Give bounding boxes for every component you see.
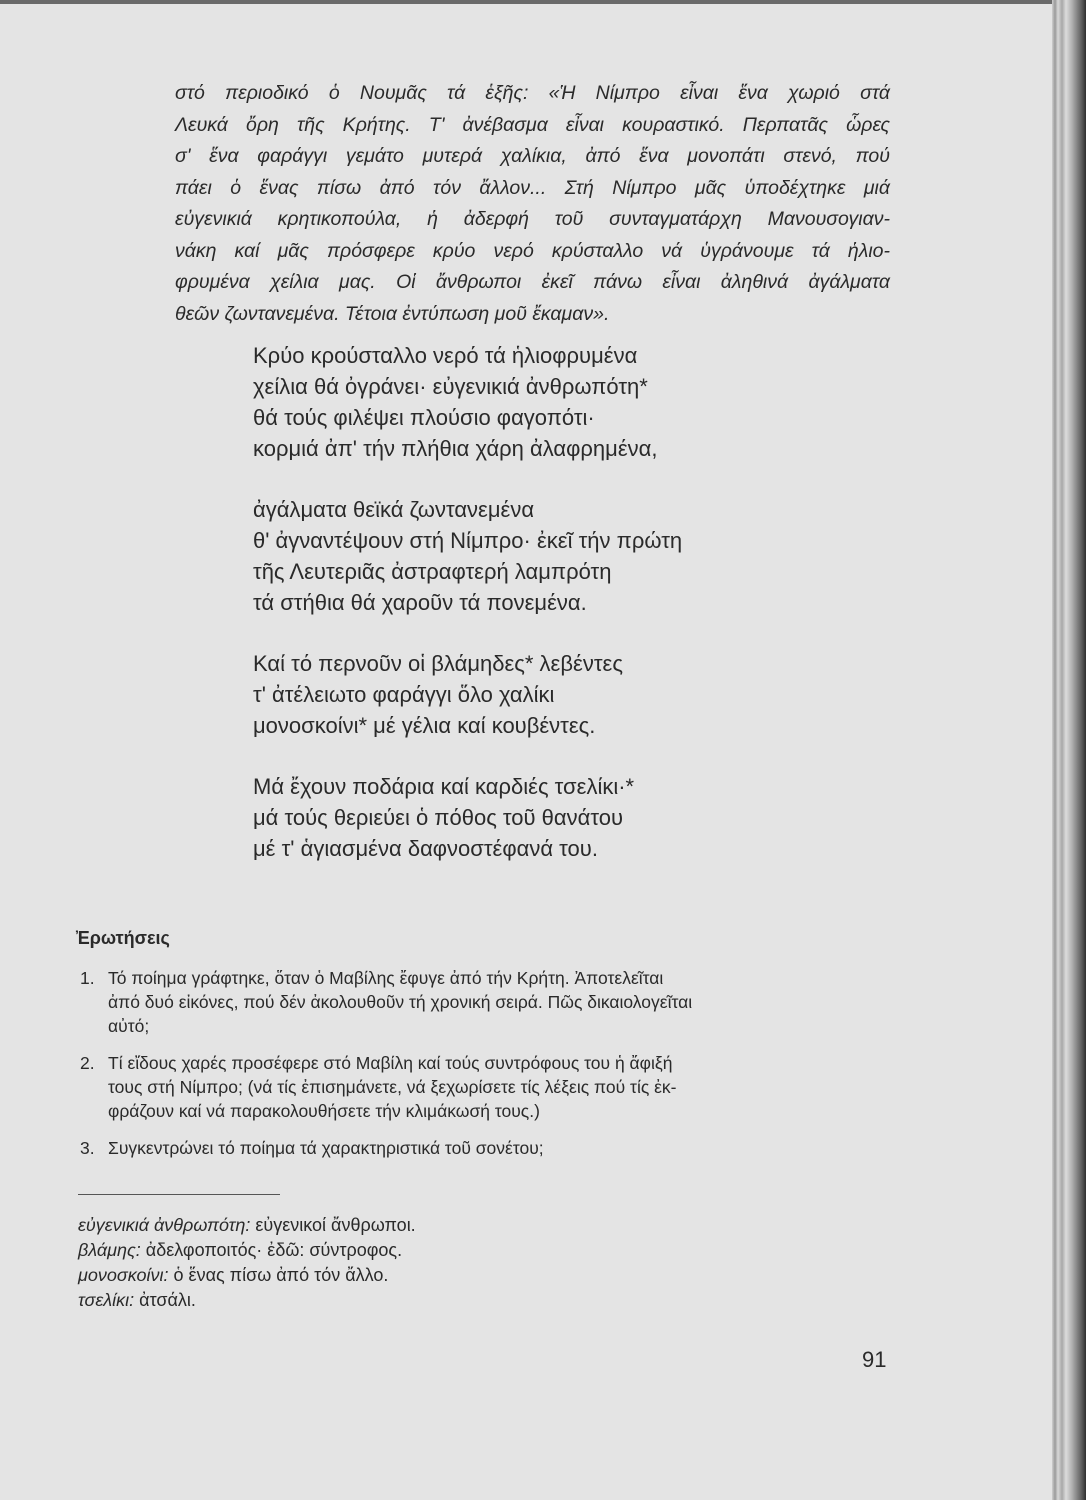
question-number: 2.: [80, 1053, 95, 1073]
verse-line: κορμιά ἀπ' τήν πλήθια χάρη ἀλαφρημένα,: [253, 436, 658, 461]
glossary-entry: [78, 1288, 678, 1313]
verse-line: θά τούς φιλέψει πλούσιο φαγοπότι·: [253, 405, 595, 430]
verse-line: τῆς Λευτεριᾶς ἀστραφτερή λαμπρότη: [253, 559, 612, 584]
questions-heading: Ἐρωτήσεις: [76, 928, 170, 948]
verse-line: τ' ἀτέλειωτο φαράγγι ὅλο χαλίκι: [253, 682, 555, 707]
intro-line: εὐγενικιά κρητικοπούλα, ἡ ἀδερφή τοῦ συνταγματάρχη Μανουσογιαν-: [175, 208, 890, 230]
footnote-rule: [78, 1194, 280, 1195]
stanza-2: [253, 494, 853, 618]
top-edge-line: [0, 0, 1052, 4]
intro-line: Λευκά ὄρη τῆς Κρήτης. Τ' ἀνέβασμα εἶναι κουραστικό. Περπατᾶς ὧρες: [175, 113, 890, 136]
intro-paragraph: [175, 78, 890, 330]
verse-line: χείλια θά ὀγράνει· εὐγενικιά ἀνθρωπότη*: [253, 374, 648, 399]
intro-line: σ' ἕνα φαράγγι γεμάτο μυτερά χαλίκια, ἀπό ἕνα μονοπάτι στενό, πού: [175, 145, 890, 167]
glossary-term: βλάμης:: [78, 1240, 141, 1260]
glossary-term: μονοσκοίνι:: [78, 1265, 169, 1285]
question-number: 1.: [80, 968, 95, 988]
intro-line: πάει ὁ ἕνας πίσω ἀπό τόν ἄλλον... Στή Νίμπρο μᾶς ὑποδέχτηκε μιά: [175, 176, 890, 199]
question-item: [80, 1136, 900, 1160]
glossary-term: εὐγενικιά ἀνθρωπότη:: [78, 1215, 251, 1235]
question-line: φράζουν καί νά παρακολουθήσετε τήν κλιμάκωσή τους.): [108, 1101, 540, 1121]
question-line: Συγκεντρώνει τό ποίημα τά χαρακτηριστικά τοῦ σονέτου;: [108, 1138, 544, 1158]
glossary-definition: ἀτσάλι.: [139, 1290, 196, 1310]
verse-line: Μά ἔχουν ποδάρια καί καρδιές τσελίκι·*: [253, 774, 635, 799]
questions-list: [80, 966, 900, 1173]
stanza-4: [253, 771, 853, 864]
question-line: Τό ποίημα γράφτηκε, ὅταν ὁ Μαβίλης ἔφυγε ἀπό τήν Κρήτη. Ἀποτελεῖται: [108, 968, 664, 988]
page-number: 91: [862, 1347, 887, 1372]
glossary-definition: ἀδελφοποιτός· ἐδῶ: σύντροφος.: [145, 1240, 403, 1260]
intro-line: στό περιοδικό ὁ Νουμᾶς τά ἑξῆς: «Ἡ Νίμπρο εἶναι ἕνα χωριό στά: [175, 82, 890, 104]
book-page-edges: [1052, 0, 1086, 1500]
sonnet: [253, 340, 853, 894]
verse-line: Κρύο κρούσταλλο νερό τά ἡλιοφρυμένα: [253, 343, 638, 368]
stanza-3: [253, 648, 853, 741]
verse-line: μονοσκοίνι* μέ γέλια καί κουβέντες.: [253, 713, 596, 738]
glossary: [78, 1213, 678, 1313]
glossary-definition: εὐγενικοί ἄνθρωποι.: [255, 1215, 416, 1235]
glossary-entry: [78, 1213, 678, 1238]
intro-line: νάκη καί μᾶς πρόσφερε κρύο νερό κρύσταλλο νά ὑγράνουμε τά ἡλιο-: [175, 239, 890, 262]
verse-line: ἀγάλματα θεϊκά ζωντανεμένα: [253, 497, 535, 522]
question-item: [80, 966, 900, 1038]
verse-line: μά τούς θεριεύει ὁ πόθος τοῦ θανάτου: [253, 805, 623, 830]
stanza-1: [253, 340, 853, 464]
glossary-entry: [78, 1238, 678, 1263]
intro-line: θεῶν ζωντανεμένα. Τέτοια ἐντύπωση μοῦ ἔκαμαν».: [175, 302, 610, 325]
glossary-term: τσελίκι:: [78, 1290, 135, 1310]
question-line: Τί εἴδους χαρές προσέφερε στό Μαβίλη καί τούς συντρόφους του ἡ ἄφιξή: [108, 1053, 673, 1073]
intro-line: φρυμένα χείλια μας. Οἱ ἄνθρωποι ἐκεῖ πάνω εἶναι ἀληθινά ἀγάλματα: [175, 271, 890, 293]
glossary-entry: [78, 1263, 678, 1288]
question-line: αὐτό;: [108, 1016, 150, 1036]
question-line: τους στή Νίμπρο; (νά τίς ἐπισημάνετε, νά ξεχωρίσετε τίς λέξεις πού τίς ἐκ-: [108, 1077, 677, 1097]
question-item: [80, 1051, 900, 1123]
verse-line: μέ τ' ἁγιασμένα δαφνοστέφανά του.: [253, 836, 598, 861]
question-line: ἀπό δυό εἰκόνες, πού δέν ἀκολουθοῦν τή χρονική σειρά. Πῶς δικαιολογεῖται: [108, 992, 693, 1012]
verse-line: θ' ἀγναντέψουν στή Νίμπρο· ἐκεῖ τήν πρώτη: [253, 528, 683, 553]
verse-line: τά στήθια θά χαροῦν τά πονεμένα.: [253, 590, 587, 615]
glossary-definition: ὁ ἕνας πίσω ἀπό τόν ἄλλο.: [173, 1265, 389, 1285]
verse-line: Καί τό περνοῦν οἱ βλάμηδες* λεβέντες: [253, 651, 623, 676]
question-number: 3.: [80, 1138, 95, 1158]
